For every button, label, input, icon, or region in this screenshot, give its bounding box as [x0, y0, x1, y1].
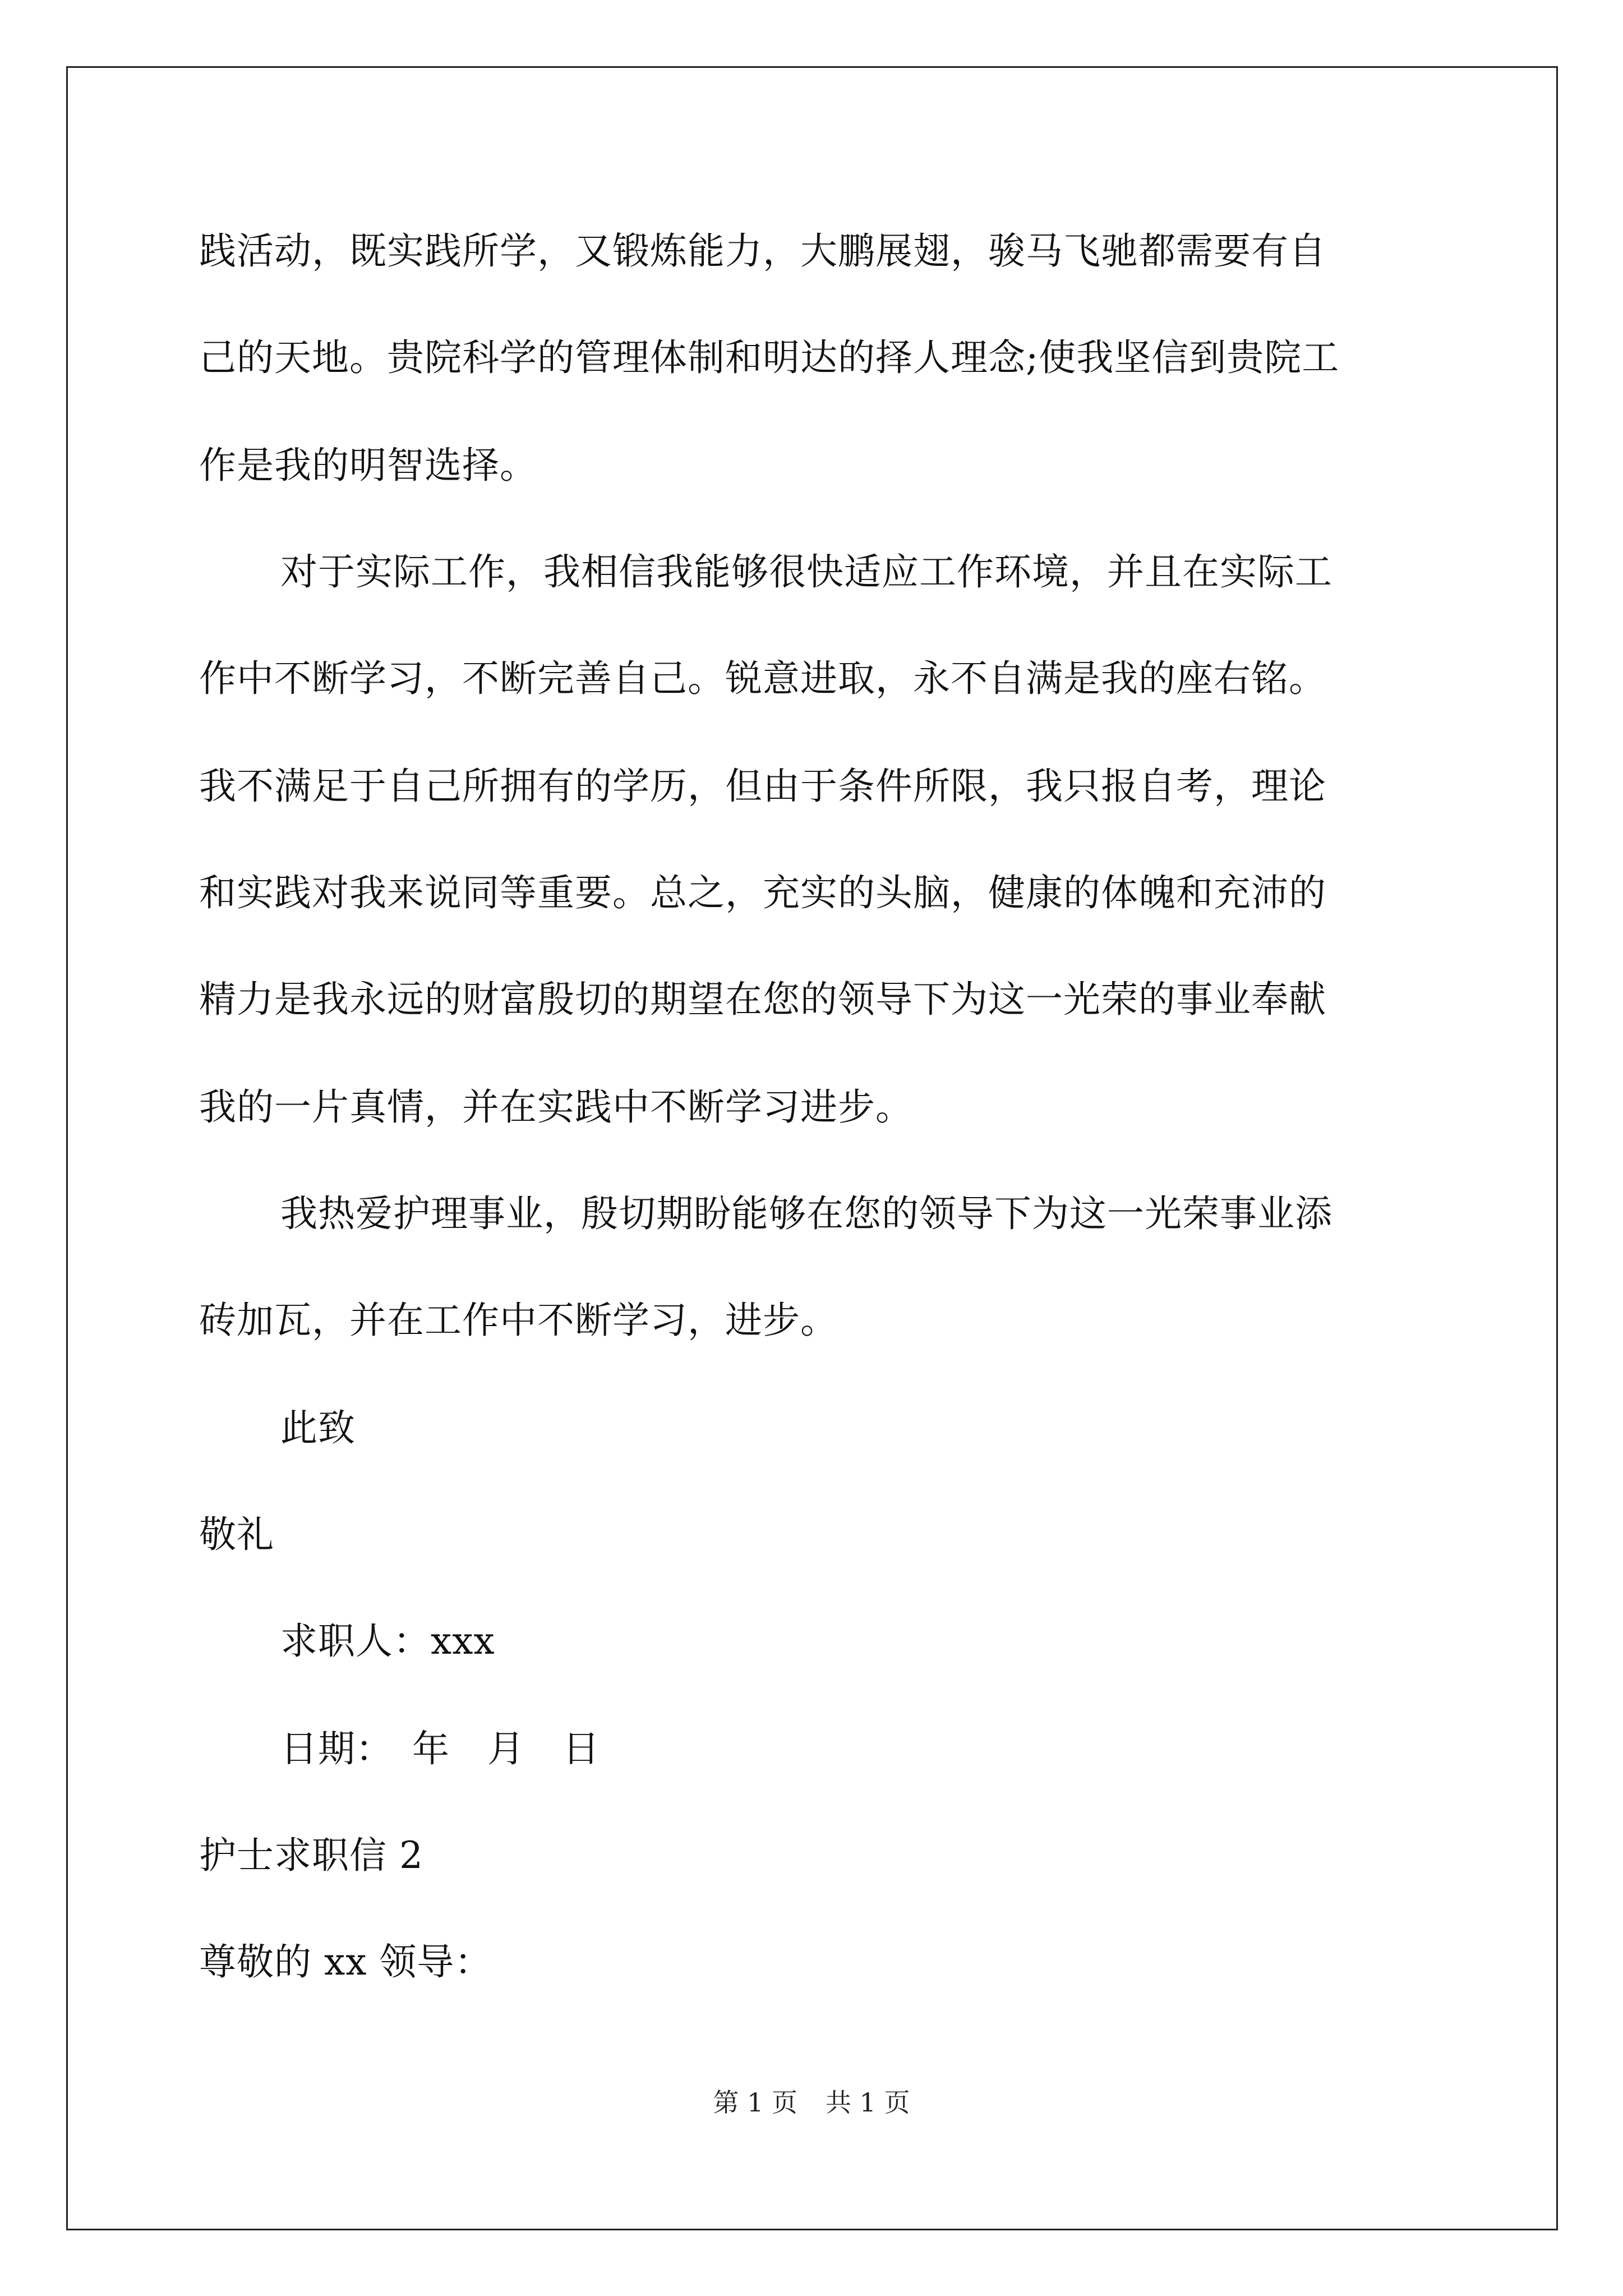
body-line-6: 我不满足于自己所拥有的学历，但由于条件所限，我只报自考，理论: [199, 765, 1326, 808]
body-line-7: 和实践对我来说同等重要。总之，充实的头脑，健康的体魄和充沛的: [199, 871, 1326, 914]
date-line: 日期： 年 月 日: [280, 1727, 600, 1770]
closing-respect: 敬礼: [199, 1513, 274, 1556]
closing-salutation: 此致: [280, 1406, 356, 1450]
page-total: 共 1 页: [826, 2087, 910, 2118]
paragraph-start-line: 我热爱护理事业，殷切期盼能够在您的领导下为这一光荣事业添: [280, 1192, 1332, 1235]
page-border: [66, 66, 1558, 2230]
page-footer: [0, 2087, 1623, 2118]
letter-greeting: 尊敬的 xx 领导：: [199, 1940, 492, 1984]
body-line-5: 作中不断学习，不断完善自己。锐意进取，永不自满是我的座右铭。: [199, 657, 1326, 700]
paragraph-start-line: 对于实际工作，我相信我能够很快适应工作环境，并且在实际工: [280, 550, 1332, 593]
page-number: 第 1 页: [713, 2087, 797, 2118]
body-line-1: 践活动，既实践所学，又锻炼能力，大鹏展翅，骏马飞驰都需要有自: [199, 229, 1326, 273]
body-line-3: 作是我的明智选择。: [199, 444, 537, 487]
body-line-2: 己的天地。贵院科学的管理体制和明达的择人理念;使我坚信到贵院工: [199, 336, 1340, 379]
body-line-8: 精力是我永远的财富殷切的期望在您的领导下为这一光荣的事业奉献: [199, 978, 1326, 1021]
next-letter-title: 护士求职信 2: [199, 1834, 423, 1877]
body-line-11: 砖加瓦，并在工作中不断学习，进步。: [199, 1299, 838, 1342]
body-line-9: 我的一片真情，并在实践中不断学习进步。: [199, 1085, 913, 1129]
applicant-signature: 求职人：xxx: [280, 1619, 495, 1663]
